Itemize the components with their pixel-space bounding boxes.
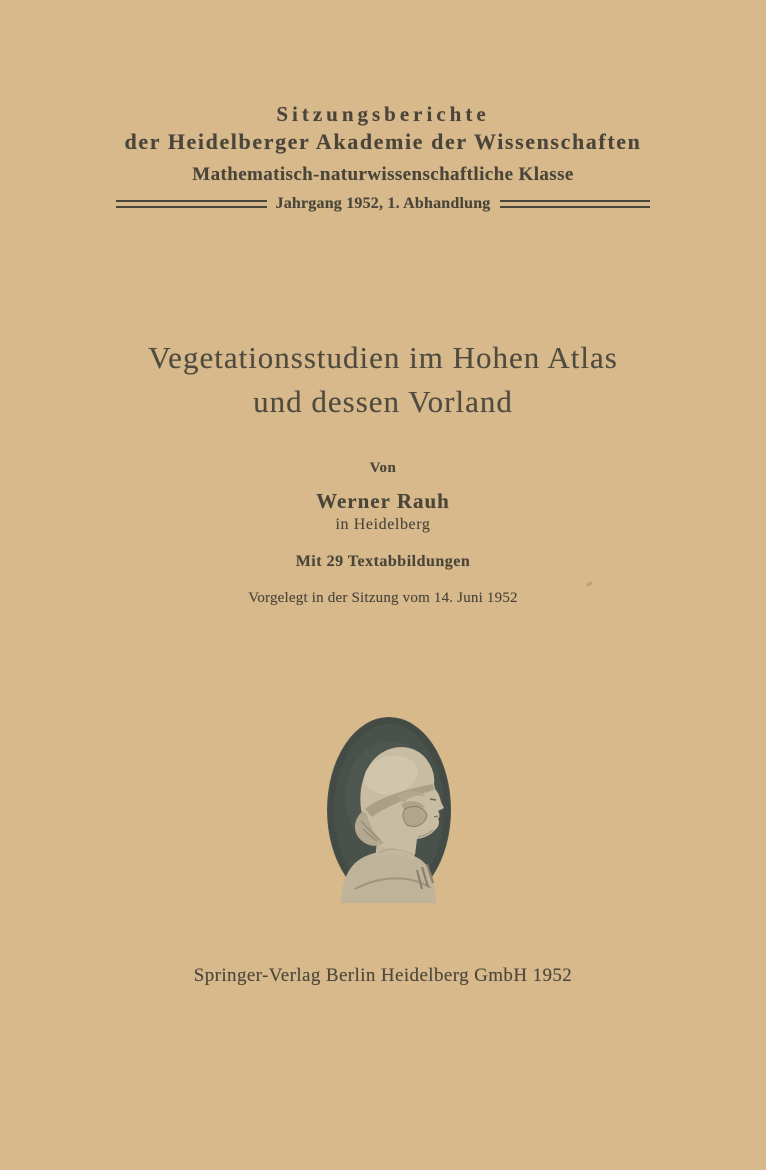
presented-note: Vorgelegt in der Sitzung vom 14. Juni 1952 [248,590,518,606]
issue-label: Jahrgang 1952, 1. Abhandlung [275,195,491,212]
book-title-line-2: und dessen Vorland [253,384,513,419]
issue-rule [116,194,650,214]
book-title-line-1: Vegetationsstudien im Hohen Atlas [148,340,618,375]
publisher-imprint: Springer-Verlag Berlin Heidelberg GmbH 1952 [193,965,573,986]
author-name: Werner Rauh [316,489,450,513]
series-title: Sitzungsberichte [276,102,490,126]
series-subtitle: der Heidelberger Akademie der Wissenschaften [124,129,642,154]
athena-cameo-icon [327,717,451,903]
author-affiliation: in Heidelberg [335,516,431,533]
paper-speck [585,580,593,587]
illustrations-note: Mit 29 Textabbildungen [295,553,471,570]
academy-section: Mathematisch-naturwissenschaftliche Klasse [192,164,574,185]
by-label: Von [369,460,397,476]
double-rule-right [500,200,651,208]
double-rule-left [116,200,267,208]
